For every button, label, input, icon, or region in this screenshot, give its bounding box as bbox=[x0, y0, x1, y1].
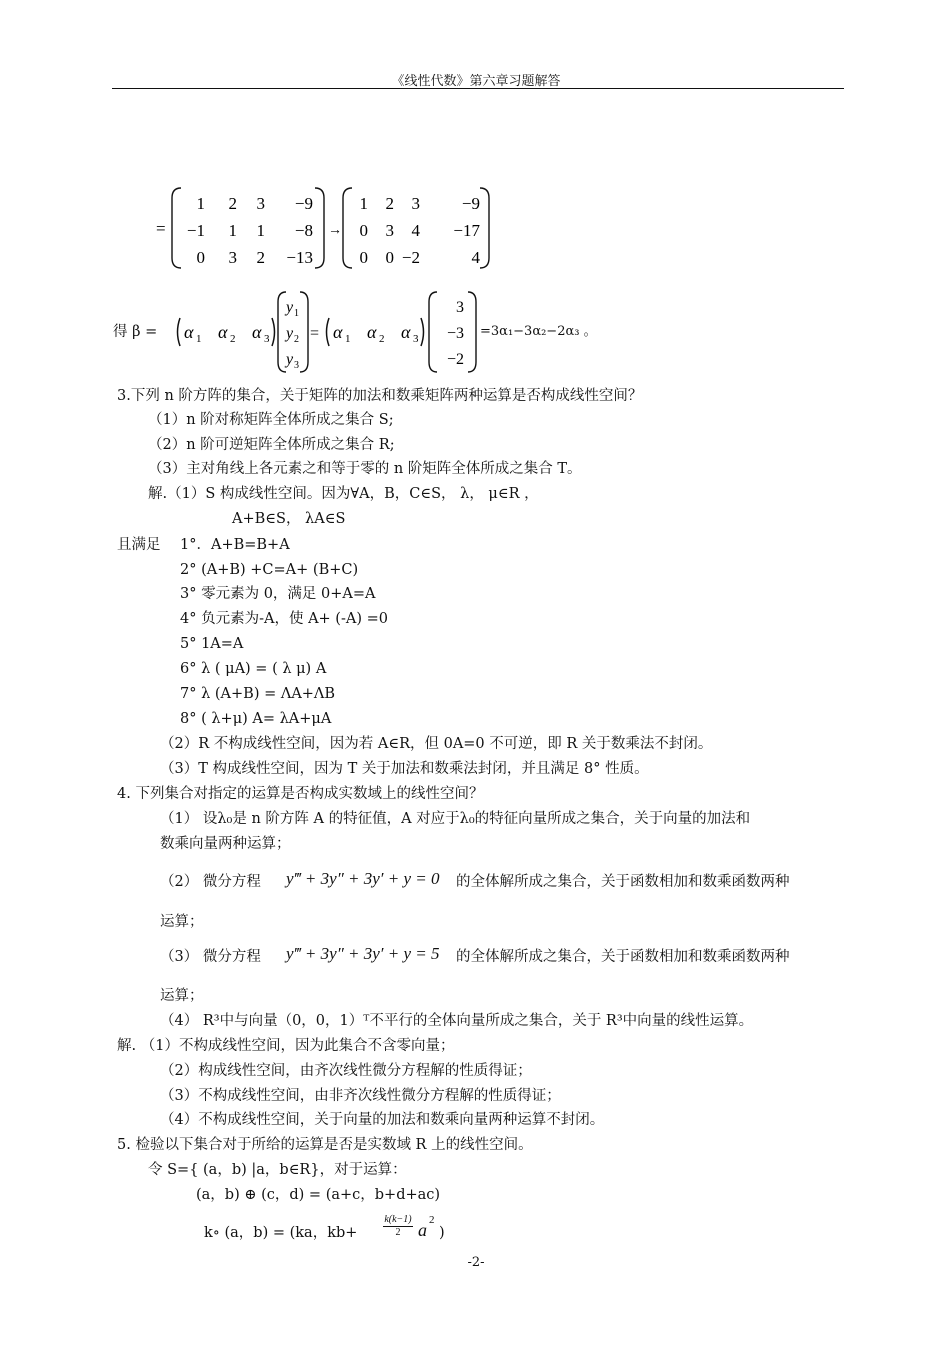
right-matrix-cell-0-1: 2 bbox=[385, 194, 394, 213]
question-4-item-2-pre: （2） 微分方程 bbox=[160, 874, 261, 890]
open-paren-2 bbox=[327, 318, 330, 346]
equals-sign: = bbox=[156, 219, 166, 238]
matrix-row-reduction bbox=[150, 182, 500, 274]
answer-4-4: （4）不构成线性空间，关于向量的加法和数乘向量两种运算不封闭。 bbox=[160, 1112, 605, 1128]
right-matrix-cell-1-0: 0 bbox=[359, 221, 368, 240]
close-paren bbox=[272, 318, 275, 346]
left-matrix-cell-2-2: 2 bbox=[256, 248, 265, 267]
left-matrix-cell-1-0: −1 bbox=[186, 221, 205, 240]
y1-sub: 1 bbox=[294, 308, 299, 319]
fraction-numerator: k(k−1) bbox=[384, 1214, 412, 1225]
fraction-denominator: 2 bbox=[395, 1227, 401, 1238]
left-matrix-close-paren bbox=[315, 188, 324, 268]
question-4-item-3-post: 的全体解所成之集合，关于函数相加和数乘函数两种 bbox=[456, 949, 790, 965]
question-3: 3.下列 n 阶方阵的集合，关于矩阵的加法和数乘矩阵两种运算是否构成线性空间？ bbox=[117, 388, 643, 404]
right-matrix-cell-0-3: −9 bbox=[461, 194, 480, 213]
right-matrix-cell-2-1: 0 bbox=[385, 248, 394, 267]
question-3-item-1: （1）n 阶对称矩阵全体所成之集合 S; bbox=[148, 412, 394, 428]
right-matrix-cell-1-3: −17 bbox=[453, 221, 480, 240]
alpha-1: α bbox=[184, 322, 194, 342]
question-4-item-1-cont: 数乘向量两种运算； bbox=[160, 836, 291, 852]
y1: y bbox=[286, 299, 294, 316]
page-header: 《线性代数》第六章习题解答 bbox=[391, 74, 561, 89]
page-number: -2- bbox=[467, 1255, 485, 1270]
ode-nonhomogeneous: y‴ + 3y″ + 3y′ + y = 5 bbox=[286, 944, 440, 963]
exponent-2: 2 bbox=[429, 1214, 435, 1226]
answer-3-3: （3）T 构成线性空间，因为 T 关于加法和数乘法封闭，并且满足 8° 性质。 bbox=[160, 761, 649, 777]
right-matrix-cell-2-0: 0 bbox=[359, 248, 368, 267]
alpha-1b-sub: 1 bbox=[345, 333, 351, 345]
right-matrix-cell-1-1: 3 bbox=[385, 221, 394, 240]
y3-sub: 3 bbox=[294, 360, 299, 371]
right-matrix-cell-2-2: −2 bbox=[401, 248, 420, 267]
question-4-item-3-pre: （3） 微分方程 bbox=[160, 949, 261, 965]
question-3-item-3: （3）主对角线上各元素之和等于零的 n 阶矩阵全体所成之集合 T。 bbox=[148, 461, 582, 477]
question-5-scalar-pre: k∘ (a，b) = (ka，kb+ bbox=[204, 1225, 358, 1241]
right-matrix-open-paren bbox=[343, 188, 352, 268]
coeff-2: −3 bbox=[446, 325, 464, 342]
alpha-3b-sub: 3 bbox=[413, 333, 419, 345]
axiom-3: 3° 零元素为 0，满足 0+A=A bbox=[180, 586, 376, 602]
axiom-8: 8° ( λ+μ) A= λA+μA bbox=[180, 711, 332, 727]
alpha-2b-sub: 2 bbox=[379, 333, 385, 345]
header-rule bbox=[112, 88, 844, 89]
left-matrix bbox=[187, 194, 313, 267]
equals-sign-2: = bbox=[310, 325, 320, 342]
left-matrix-cell-2-1: 3 bbox=[228, 248, 237, 267]
coeff-1: 3 bbox=[456, 299, 464, 316]
answer-4-1: 解. （1）不构成线性空间，因为此集合不含零向量； bbox=[117, 1038, 455, 1054]
left-matrix-cell-0-3: −9 bbox=[294, 194, 313, 213]
right-matrix-cell-2-3: 4 bbox=[471, 248, 480, 267]
alpha-2: α bbox=[218, 322, 228, 342]
question-5-set: 令 S={ (a，b) |a，b∈R}，对于运算： bbox=[148, 1162, 407, 1178]
y2-sub: 2 bbox=[294, 334, 299, 345]
question-4-item-1: （1） 设λ₀是 n 阶方阵 A 的特征值，A 对应于λ₀的特征向量所成之集合，关于向量的加法和 bbox=[160, 811, 751, 827]
alpha-3-sub: 3 bbox=[264, 333, 270, 345]
answer-4-2: （2）构成线性空间，由齐次线性微分方程解的性质得证； bbox=[160, 1063, 532, 1079]
alpha-1-sub: 1 bbox=[196, 333, 202, 345]
right-matrix-close-paren bbox=[480, 188, 489, 268]
left-matrix-cell-0-1: 2 bbox=[228, 194, 237, 213]
y-vector-close-paren bbox=[300, 292, 308, 372]
axiom-5: 5° 1A=A bbox=[180, 636, 244, 652]
axiom-1: 1°．A+B=B+A bbox=[180, 537, 290, 553]
axiom-7: 7° λ (A+B) = ΛA+ΛB bbox=[180, 686, 336, 702]
y2: y bbox=[286, 325, 294, 342]
question-4-item-2-cont: 运算； bbox=[160, 914, 204, 930]
question-4-item-3-cont: 运算； bbox=[160, 988, 204, 1004]
left-matrix-cell-0-0: 1 bbox=[196, 194, 205, 213]
question-4-item-4: （4） R³中与向量（0，0，1）ᵀ不平行的全体向量所成之集合，关于 R³中向量的线性运算。 bbox=[160, 1013, 754, 1029]
left-matrix-open-paren bbox=[172, 188, 181, 268]
beta-result: =3α₁−3α₂−2α₃ 。 bbox=[480, 324, 597, 339]
left-matrix-cell-1-1: 1 bbox=[228, 221, 237, 240]
y-vector-open-paren bbox=[278, 292, 286, 372]
arrow-icon: → bbox=[328, 223, 342, 238]
a-variable: a bbox=[418, 1220, 427, 1240]
question-5-scalar-post: ) bbox=[439, 1225, 445, 1241]
coeff-vector-open-paren bbox=[429, 292, 437, 372]
coeff-3: −2 bbox=[446, 351, 464, 368]
coeff-vector-close-paren bbox=[468, 292, 476, 372]
close-paren-2 bbox=[421, 318, 424, 346]
answer-4-3: （3）不构成线性空间，由非齐次线性微分方程解的性质得证； bbox=[160, 1088, 561, 1104]
question-5-addition: (a，b) ⊕ (c，d) = (a+c，b+d+ac) bbox=[196, 1187, 441, 1203]
right-matrix bbox=[360, 194, 481, 267]
question-4-item-2-post: 的全体解所成之集合，关于函数相加和数乘函数两种 bbox=[456, 874, 790, 890]
left-matrix-cell-1-3: −8 bbox=[294, 221, 313, 240]
right-matrix-cell-0-0: 1 bbox=[359, 194, 368, 213]
left-matrix-cell-0-2: 3 bbox=[256, 194, 265, 213]
alpha-2-sub: 2 bbox=[230, 333, 236, 345]
answer-3-1: 解.（1）S 构成线性空间。因为∀A，B，C∈S， λ， μ∈R ， bbox=[148, 486, 539, 502]
ode-homogeneous: y‴ + 3y″ + 3y′ + y = 0 bbox=[286, 869, 440, 888]
y3: y bbox=[286, 351, 294, 368]
alpha-2b: α bbox=[367, 322, 377, 342]
right-matrix-cell-0-2: 3 bbox=[411, 194, 420, 213]
axioms-label: 且满足 bbox=[117, 537, 161, 553]
question-4: 4. 下列集合对指定的运算是否构成实数域上的线性空间？ bbox=[117, 786, 484, 802]
open-paren bbox=[178, 318, 181, 346]
left-matrix-cell-2-3: −13 bbox=[286, 248, 313, 267]
alpha-3b: α bbox=[401, 322, 411, 342]
answer-3-2: （2）R 不构成线性空间，因为若 A∈R，但 0A=0 不可逆，即 R 关于数乘法不封闭。 bbox=[160, 736, 713, 752]
right-matrix-cell-1-2: 4 bbox=[411, 221, 420, 240]
question-3-item-2: （2）n 阶可逆矩阵全体所成之集合 R; bbox=[148, 437, 395, 453]
left-matrix-cell-1-2: 1 bbox=[256, 221, 265, 240]
beta-prefix: 得 β = bbox=[113, 324, 158, 340]
question-5: 5. 检验以下集合对于所给的运算是否是实数域 R 上的线性空间。 bbox=[117, 1137, 533, 1153]
axiom-6: 6° λ ( μA) = ( λ μ) A bbox=[180, 661, 327, 677]
fraction bbox=[383, 1214, 413, 1239]
beta-equation bbox=[172, 286, 492, 378]
alpha-3: α bbox=[252, 322, 262, 342]
answer-3-1-closure: A+B∈S， λA∈S bbox=[232, 511, 346, 527]
alpha-1b: α bbox=[333, 322, 343, 342]
axiom-2: 2° (A+B) +C=A+ (B+C) bbox=[180, 562, 359, 578]
axiom-4: 4° 负元素为-A，使 A+ (-A) =0 bbox=[180, 611, 388, 627]
left-matrix-cell-2-0: 0 bbox=[196, 248, 205, 267]
